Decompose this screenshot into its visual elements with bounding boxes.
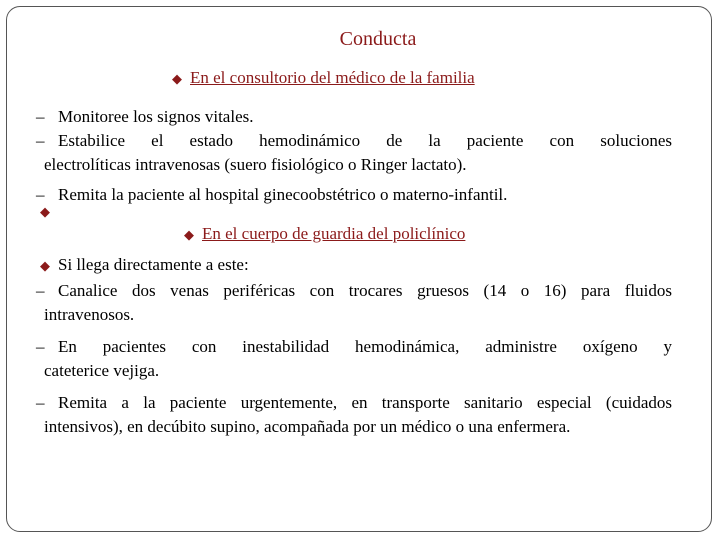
- list-item-continuation: [44, 154, 680, 176]
- list-item: [36, 106, 672, 128]
- list-item-continuation: [44, 360, 680, 382]
- list-item-text: cateterice vejiga.: [44, 361, 160, 380]
- list-item-text: electrolíticas intravenosas (suero fisiológico o Ringer lactato).: [44, 155, 467, 174]
- dash-marker: –: [36, 281, 45, 300]
- list-item-text: Remita la paciente al hospital ginecoobstétrico o materno-infantil.: [58, 185, 508, 204]
- intro-text: Si llega directamente a este:: [58, 255, 249, 274]
- list-item-text: Remita a la paciente urgentemente, en transporte sanitario especial (cuidados: [58, 393, 672, 412]
- list-item-text: Monitoree los signos vitales.: [58, 107, 254, 126]
- list-item-text: intensivos), en decúbito supino, acompañada por un médico o una enfermera.: [44, 417, 571, 436]
- list-item: [36, 280, 672, 302]
- dash-marker: –: [36, 393, 45, 412]
- empty-bullet: [40, 200, 676, 223]
- section2-heading: [184, 224, 465, 244]
- bullet-icon: ◆: [172, 71, 182, 86]
- list-item-continuation: [44, 416, 680, 438]
- list-item-text: Estabilice el estado hemodinámico de la paciente con soluciones: [58, 131, 672, 150]
- list-item-text: intravenosos.: [44, 305, 135, 324]
- dash-marker: –: [36, 131, 45, 150]
- dash-marker: –: [36, 185, 45, 204]
- dash-marker: –: [36, 107, 45, 126]
- section1-heading: [172, 68, 475, 88]
- dash-marker: –: [36, 337, 45, 356]
- section1-heading-text: En el consultorio del médico de la familia: [190, 68, 475, 87]
- bullet-icon: ◆: [40, 204, 50, 219]
- bullet-icon: ◆: [40, 258, 50, 273]
- list-item-continuation: [44, 304, 680, 326]
- list-item: [36, 336, 672, 358]
- list-item: [36, 130, 672, 152]
- slide-title: Conducta: [339, 28, 417, 50]
- section2-heading-text: En el cuerpo de guardia del policlínico: [202, 224, 466, 243]
- bullet-icon: ◆: [184, 227, 194, 242]
- list-item: [36, 392, 672, 414]
- list-item-text: Canalice dos venas periféricas con trocares gruesos (14 o 16) para fluidos: [58, 281, 672, 300]
- section2-intro: [40, 254, 676, 277]
- list-item-text: En pacientes con inestabilidad hemodinámica, administre oxígeno y: [58, 337, 672, 356]
